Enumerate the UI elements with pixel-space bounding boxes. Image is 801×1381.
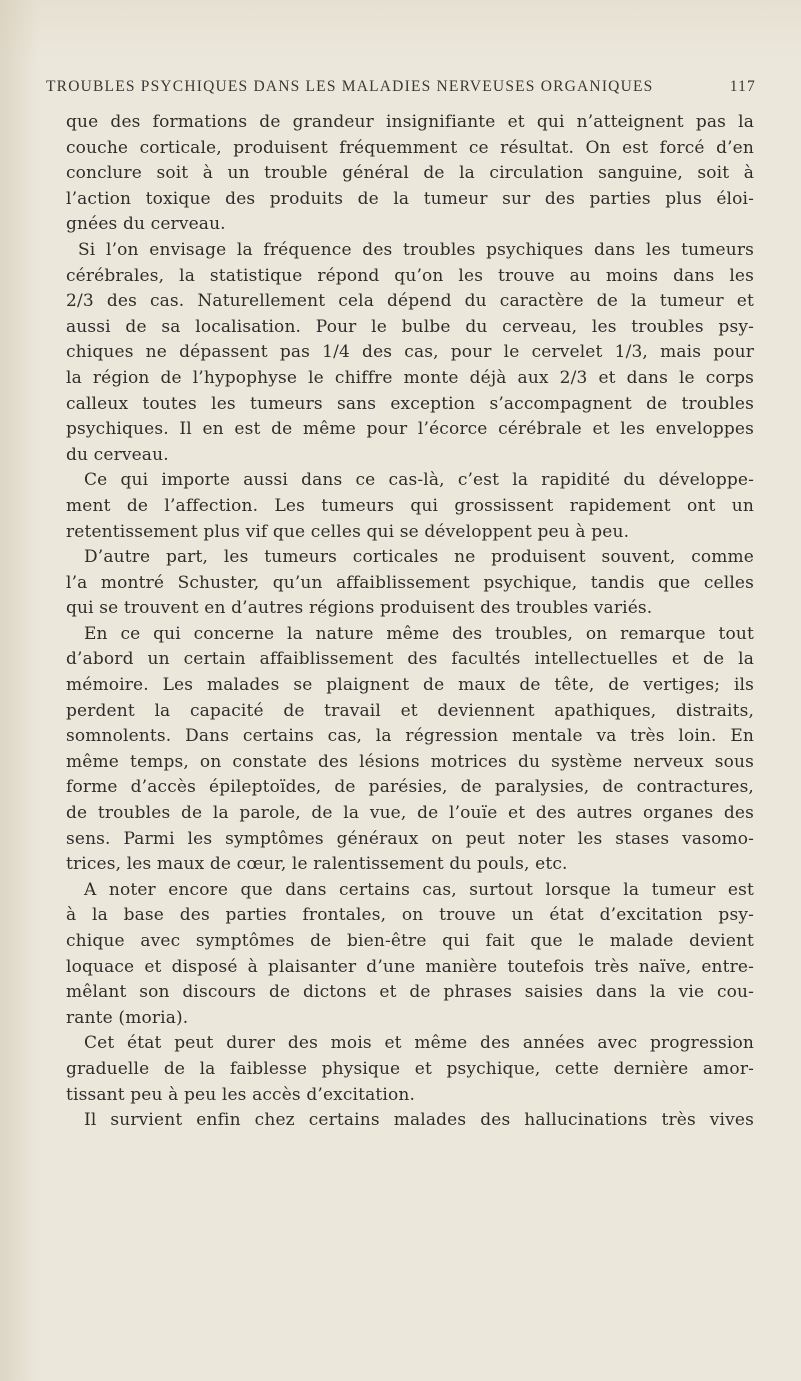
text-line: tissant peu à peu les accès d’excitation. [66, 1084, 416, 1105]
text-line: loquace et disposé à plaisanter d’une manière toutefois très naïve, entre- [66, 956, 754, 977]
text-line: qui se trouvent en d’autres régions produisent des troubles variés. [66, 598, 653, 619]
text-line: gnées du cerveau. [66, 214, 226, 235]
running-title: TROUBLES PSYCHIQUES DANS LES MALADIES NERVEUSES ORGANIQUES [46, 78, 654, 95]
text-line: psychiques. Il en est de même pour l’écorce cérébrale et les enveloppes [66, 419, 754, 440]
text-line: Il survient enfin chez certains malades des hallucinations très vives [84, 1110, 754, 1131]
text-line: ment de l’affection. Les tumeurs qui grossissent rapidement ont un [66, 495, 754, 516]
text-line: chiques ne dépassent pas 1/4 des cas, pour le cervelet 1/3, mais pour [66, 342, 754, 363]
text-line: conclure soit à un trouble général de la circulation sanguine, soit à [66, 163, 754, 184]
text-line: Ce qui importe aussi dans ce cas-là, c’est la rapidité du développe- [84, 470, 754, 491]
text-line: graduelle de la faiblesse physique et psychique, cette dernière amor- [66, 1058, 754, 1079]
text-line: D’autre part, les tumeurs corticales ne produisent souvent, comme [84, 547, 754, 568]
text-line: à la base des parties frontales, on trouve un état d’excitation psy- [66, 905, 754, 926]
text-line: la région de l’hypophyse le chiffre monte déjà aux 2/3 et dans le corps [66, 367, 754, 388]
text-line: l’action toxique des produits de la tumeur sur des parties plus éloi- [66, 188, 754, 209]
text-line: cérébrales, la statistique répond qu’on les trouve au moins dans les [66, 265, 754, 286]
text-line: calleux toutes les tumeurs sans exception s’accompagnent de troubles [66, 393, 754, 414]
text-line: couche corticale, produisent fréquemment ce résultat. On est forcé d’en [66, 137, 754, 158]
text-line: d’abord un certain affaiblissement des facultés intellectuelles et de la [66, 649, 754, 670]
text-line: mémoire. Les malades se plaignent de maux de tête, de vertiges; ils [66, 675, 754, 696]
text-line: du cerveau. [66, 444, 169, 465]
text-line: En ce qui concerne la nature même des troubles, on remarque tout [84, 623, 754, 644]
text-line: aussi de sa localisation. Pour le bulbe du cerveau, les troubles psy- [66, 316, 754, 337]
text-line: perdent la capacité de travail et deviennent apathiques, distraits, [66, 700, 754, 721]
text-line: mêlant son discours de dictons et de phrases saisies dans la vie cou- [66, 982, 754, 1003]
text-line: rante (moria). [66, 1007, 189, 1028]
text-line: somnolents. Dans certains cas, la régression mentale va très loin. En [66, 726, 754, 747]
text-line: chique avec symptômes de bien-être qui fait que le malade devient [66, 931, 754, 951]
body-text [66, 110, 754, 1134]
text-line: forme d’accès épileptoïdes, de parésies, de paralysies, de contractures, [66, 777, 754, 798]
text-line: 2/3 des cas. Naturellement cela dépend du caractère de la tumeur et [66, 291, 754, 312]
page-number: 117 [729, 78, 756, 95]
text-line: A noter encore que dans certains cas, surtout lorsque la tumeur est [84, 879, 754, 900]
text-line: de troubles de la parole, de la vue, de l’ouïe et des autres organes des [66, 803, 754, 824]
text-line: Cet état peut durer des mois et même des années avec progression [84, 1033, 754, 1054]
running-head [46, 78, 756, 96]
text-line: Si l’on envisage la fréquence des troubles psychiques dans les tumeurs [78, 239, 754, 260]
text-line: sens. Parmi les symptômes généraux on peut noter les stases vasomo- [66, 828, 754, 849]
text-line: que des formations de grandeur insignifiante et qui n’atteignent pas la [66, 112, 754, 132]
text-line: même temps, on constate des lésions motrices du système nerveux sous [66, 751, 754, 772]
text-line: retentissement plus vif que celles qui se développent peu à peu. [66, 521, 630, 542]
text-line: trices, les maux de cœur, le ralentissement du pouls, etc. [66, 854, 568, 875]
text-line: l’a montré Schuster, qu’un affaiblissement psychique, tandis que celles [66, 572, 754, 593]
